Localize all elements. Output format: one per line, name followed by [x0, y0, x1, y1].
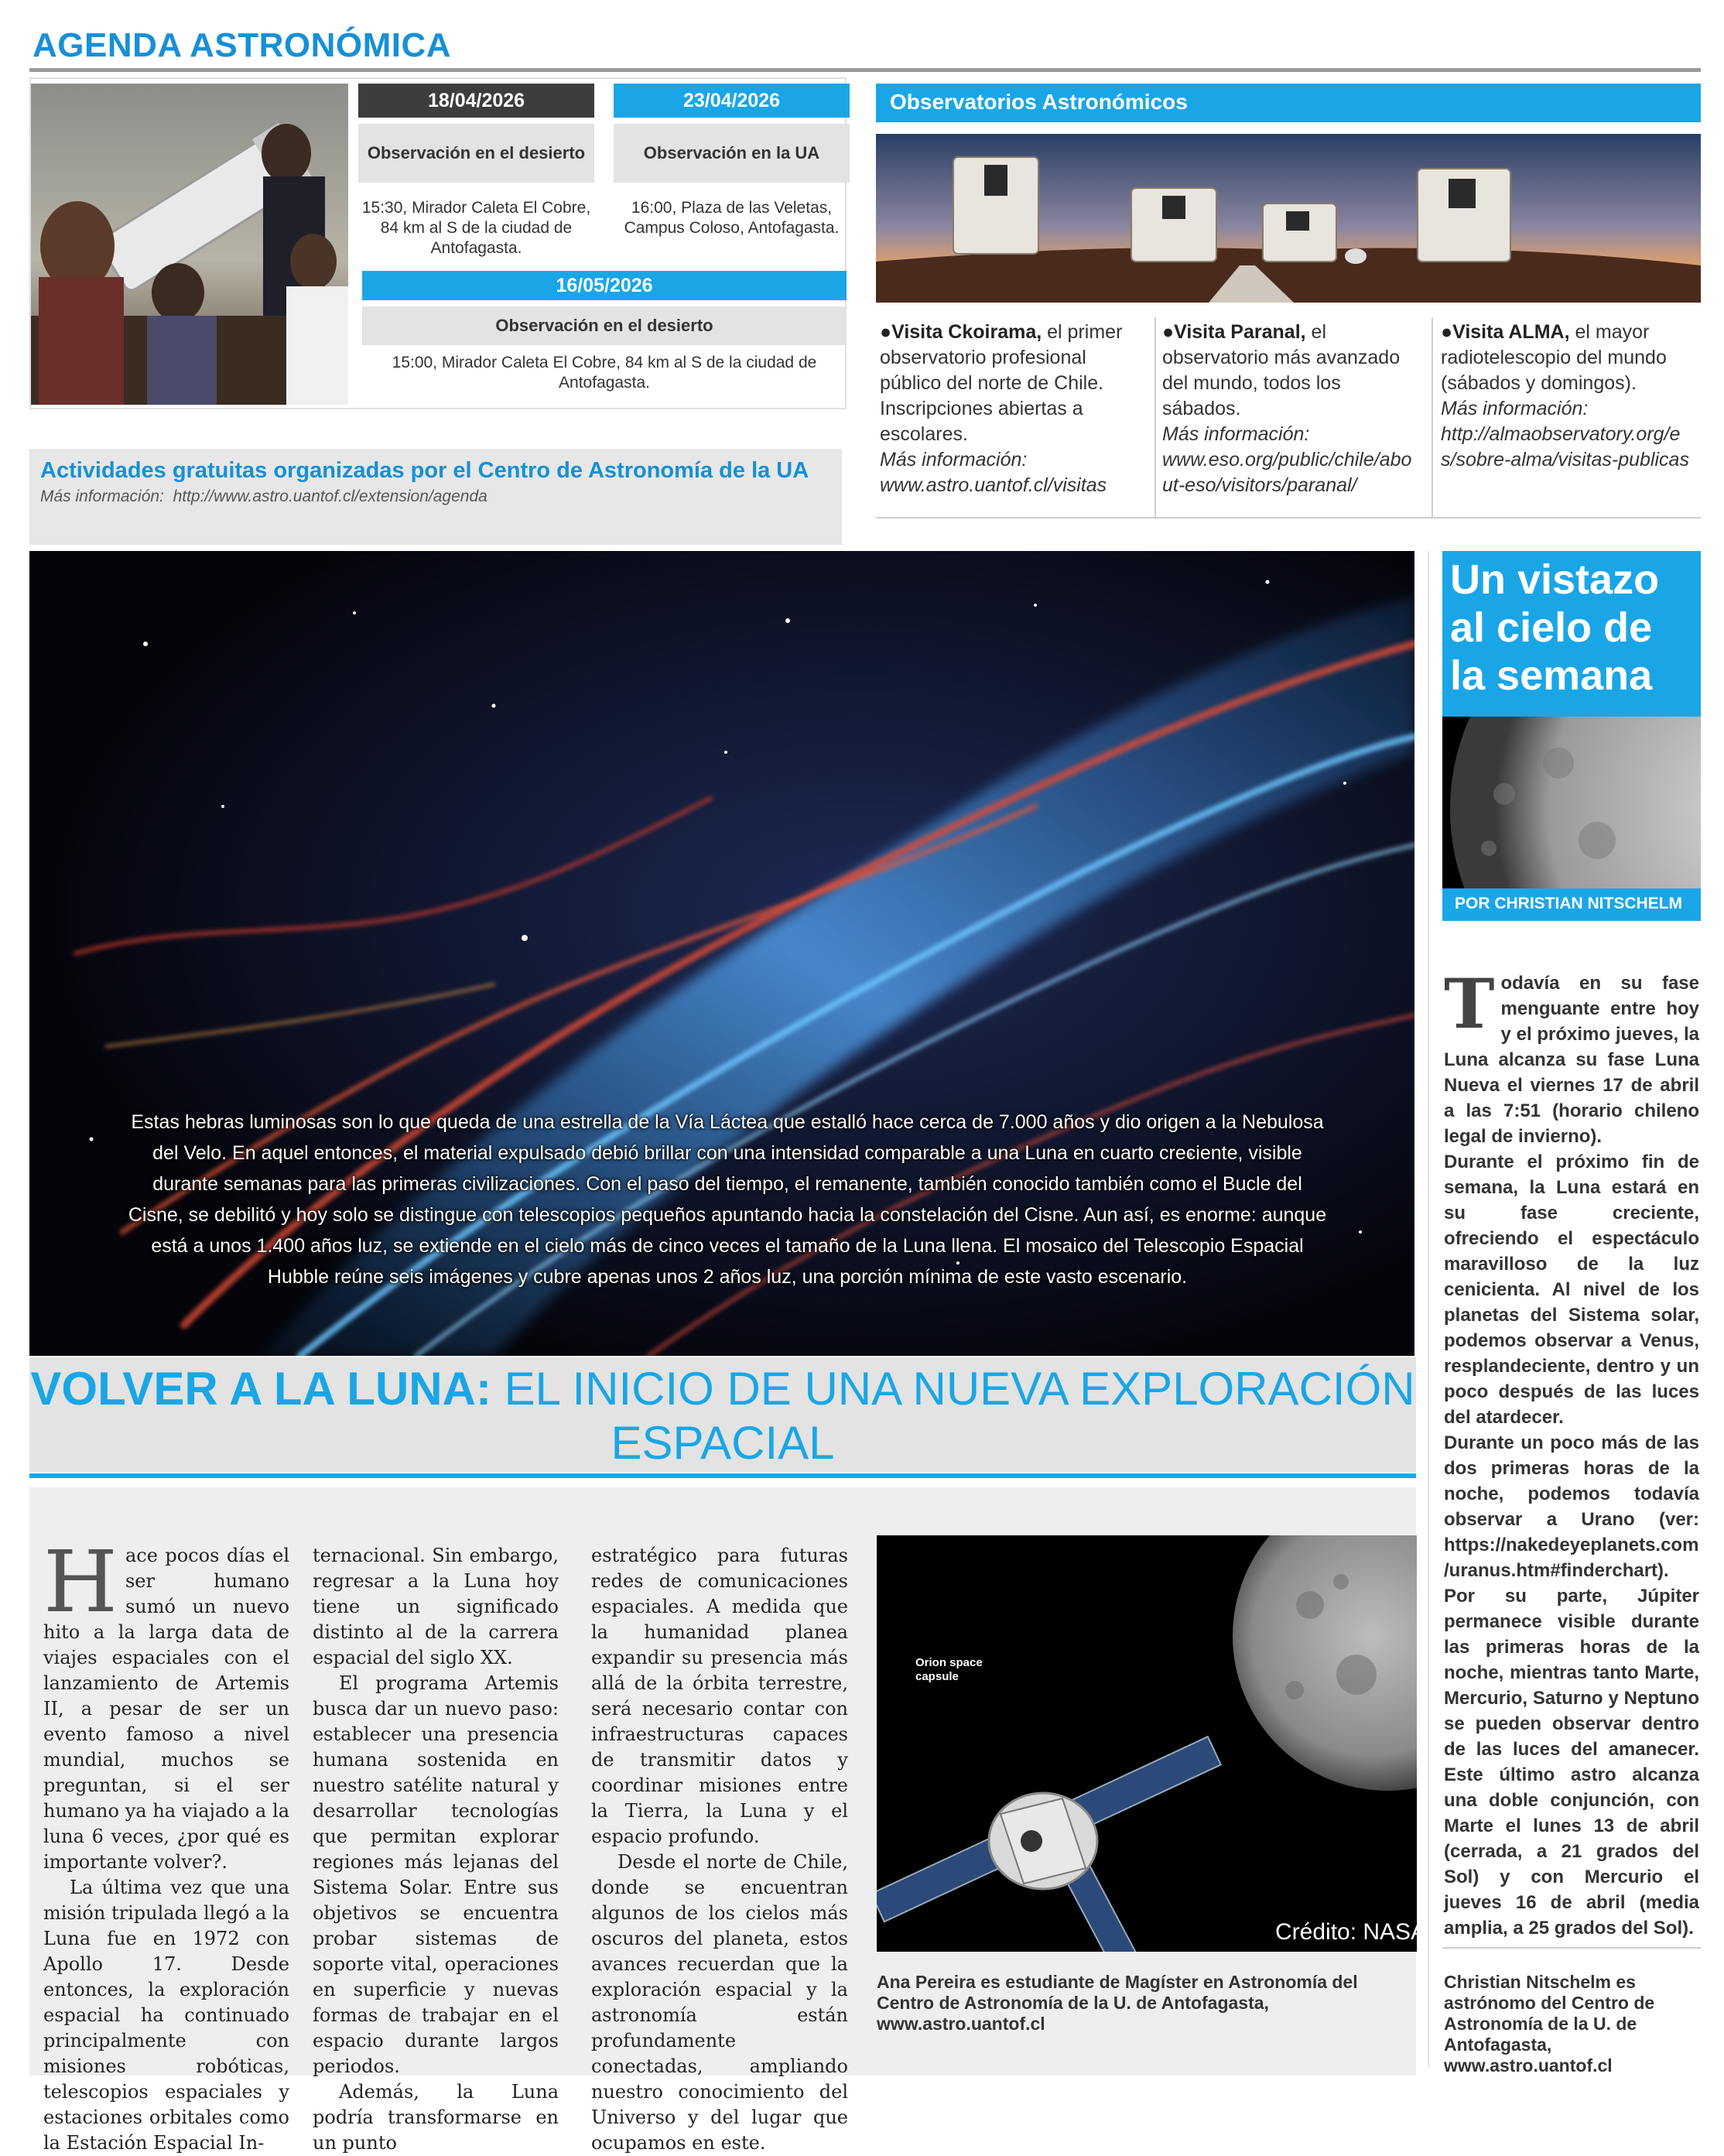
event-title: Observación en el desierto — [358, 124, 594, 183]
observatory-desc: el primer observatorio profesional público del norte de Chile. Inscripciones abiertas a escolares. — [880, 321, 1123, 445]
byline: POR CHRISTIAN NITSCHELM — [1455, 895, 1682, 912]
article-column-2 — [313, 1543, 559, 2156]
author-bio: Christian Nitschelm es astrónomo del Centro de Astronomía de la U. de Antofagasta, — [1444, 1972, 1655, 2055]
observatory-name: Visita Paranal, — [1174, 321, 1306, 343]
author-url[interactable]: www.astro.uantof.cl — [877, 2014, 1045, 2034]
sky-paragraph: Durante un poco más de las dos primeras horas de la noche, podemos todavía observar a Urano (ver: https://nakedeyeplanets.com/uranus.htm#finderchart). Por su parte, Júpiter permanece visible durante las primeras horas de la noche, mientras tanto Marte, Mercurio, Saturno y Neptuno se pueden observar dentro de las luces del amanecer. Este último astro alcanza una doble conjunción, con Marte el lunes 13 de abril (cerrada, a 21 grados del Sol) y con Mercurio el jueves 16 de abril (media amplia, a 25 grados del Sol). — [1444, 1432, 1699, 1939]
headline-rule — [29, 1473, 1416, 1478]
sky-column-title: Un vistazo al cielo de la semana — [1450, 556, 1660, 699]
event-date: 18/04/2026 — [358, 84, 594, 118]
observatory-item: ●Visita Paranal, el observatorio más avanzado del mundo, todos los sábados. Más información: www.eso.org/public/chile/about-eso/visitors/paranal/ — [1162, 321, 1412, 496]
observatory-desc: el mayor radiotelescopio del mundo (sábados y domingos). — [1441, 321, 1667, 394]
capsule-caption — [877, 1972, 1418, 2035]
activities-title: Actividades gratuitas organizadas por el Centro de Astronomía de la UA — [40, 458, 809, 483]
observatories-header: Observatorios Astronómicos — [890, 90, 1188, 114]
observatory-name: Visita ALMA, — [1452, 321, 1570, 343]
article-column-3 — [591, 1543, 848, 2156]
sky-paragraph: Durante el próximo fin de semana, la Luna estará en su fase creciente, ofreciendo el espectáculo maravilloso de la luz cenicienta. Al nivel de los planetas del Sistema solar, podemos observar a Venus, resplandeciente, dentro y un poco después de las luces del atardecer. — [1444, 1152, 1699, 1428]
observatory-photo — [876, 134, 1701, 303]
image-credit: Crédito: NASA — [1275, 1919, 1427, 1945]
observatory-url[interactable]: www.eso.org/public/chile/about-eso/visitors/paranal/ — [1162, 449, 1412, 496]
right-column-divider — [1428, 551, 1429, 2068]
sky-dropcap: T — [1444, 963, 1495, 1044]
observatory-url[interactable]: www.astro.uantof.cl/visitas — [880, 474, 1107, 496]
article-dropcap: H — [43, 1532, 118, 1631]
activities-more — [40, 488, 487, 506]
column-divider — [1154, 317, 1156, 517]
event-date: 23/04/2026 — [614, 84, 850, 118]
event-date: 16/05/2026 — [362, 271, 847, 300]
observatory-name: Visita Ckoirama, — [891, 321, 1042, 343]
observatory-more: Más información: — [1162, 423, 1310, 445]
article-paragraph: ace pocos días el ser humano sumó un nuevo hito a la larga data de viajes espaciales con el lanzamiento de Artemis II, a pesar de ser un evento famoso a nivel mundial, muchos se preguntan, si el ser humano ya ha viajado a la luna 6 veces, ¿por qué es importante volver?. — [43, 1545, 289, 1873]
event-detail: 15:30, Mirador Caleta El Cobre, 84 km al S de la ciudad de Antofagasta. — [361, 199, 591, 257]
column-divider — [1432, 317, 1433, 517]
headline-bold: VOLVER A LA LUNA: — [30, 1363, 491, 1415]
event-detail: 15:00, Mirador Caleta El Cobre, 84 km al S de la ciudad de Antofagasta. — [392, 354, 817, 392]
author-url[interactable]: www.astro.uantof.cl — [1444, 2055, 1613, 2076]
article-paragraph: El programa Artemis busca dar un nuevo paso: establecer una presencia humana sostenida en nuestro satélite natural y desarrollar tecnologías que permitan explorar regiones más lejanas del Sistema Solar. Entre sus objetivos se encuentra probar sistemas de soporte vital, operaciones en superficie y nuevas formas de trabajar en el espacio durante largos periodos. — [313, 1672, 559, 2077]
observatories-bottom-rule — [876, 517, 1701, 518]
article-column-1 — [43, 1532, 289, 2156]
observatory-more: Más información: — [880, 449, 1028, 471]
capsule-label: Orion space capsule — [915, 1656, 983, 1683]
article-paragraph: estratégico para futuras redes de comunicaciones espaciales. A medida que la humanidad planea expandir su presencia más allá de la órbita terrestre, será necesario contar con infraestructuras capaces de transmitir datos y coordinar misiones entre la Tierra, la Luna y el espacio profundo. — [591, 1545, 848, 1847]
event-title: Observación en la UA — [614, 124, 850, 183]
headline-rest: EL INICIO DE UNA NUEVA EXPLORACIÓN ESPACIAL — [491, 1363, 1415, 1469]
observatory-item: ●Visita Ckoirama, el primer observatorio profesional público del norte de Chile. Inscripciones abiertas a escolares. Más información: www.astro.uantof.cl/visitas — [880, 321, 1123, 496]
moon-image — [1442, 717, 1701, 888]
activities-more-label: Más información: — [40, 488, 164, 505]
article-paragraph: ternacional. Sin embargo, regresar a la Luna hoy tiene un significado distinto al de la carrera espacial del siglo XX. — [313, 1545, 559, 1668]
article-paragraph: Desde el norte de Chile, donde se encuentran algunos de los cielos más oscuros del planeta, estos avances recuerdan que la exploración espacial y la astronomía están profundamente conectadas, ampliando nuestro conocimiento del Universo y del lugar que ocupamos en este. — [591, 1851, 848, 2154]
author-bio-box — [1444, 1972, 1699, 2076]
nebula-caption: Estas hebras luminosas son lo que queda de una estrella de la Vía Láctea que estalló hace cerca de 7.000 años y dio origen a la Nebulosa del Velo. En aquel entonces, el material expulsado debió brillar con una intensidad comparable a una Luna en cuarto creciente, visible durante semanas para las primeras civilizaciones. Con el paso del tiempo, el remanente, también conocido también como el Bucle del Cisne, se debilitó y hoy solo se distingue con telescopios pequeños apuntando hacia la constelación del Cisne. Aun así, es enorme: aunque está a unos 1.400 años luz, se extiende en el cielo más de cinco veces el tamaño de la Luna llena. El mosaico del Telescopio Espacial Hubble reúne seis imágenes y cubre apenas unos 2 años luz, una porción mínima de este vasto escenario. — [128, 1111, 1327, 1288]
article-paragraph: Además, la Luna podría transformarse en un punto — [313, 2081, 559, 2154]
article-paragraph: La última vez que una misión tripulada llegó a la Luna fue en 1972 con Apollo 17. Desde entonces, la exploración espacial ha continuado principalmente con misiones robóticas, telescopios espaciales y estaciones orbitales como la Estación Espacial In- — [43, 1877, 289, 2154]
orion-capsule-image — [877, 1535, 1417, 1952]
event-detail: 16:00, Plaza de las Veletas, Campus Coloso, Antofagasta. — [624, 199, 840, 237]
observatory-more: Más información: — [1441, 398, 1589, 419]
header-rule — [29, 68, 1701, 72]
article-headline — [29, 1362, 1416, 1470]
section-title: AGENDA ASTRONÓMICA — [32, 26, 452, 64]
observatory-desc: el observatorio más avanzado del mundo, todos los sábados. — [1162, 321, 1401, 419]
event-title: Observación en el desierto — [362, 306, 847, 345]
author-bio: Ana Pereira es estudiante de Magíster en Astronomía del Centro de Astronomía de la U. de Antofagasta, — [877, 1972, 1358, 2013]
sky-column-rule — [1442, 1947, 1701, 1949]
sky-paragraph: odavía en su fase menguante entre hoy y el próximo jueves, la Luna alcanza su fase Luna Nueva el viernes 17 de abril a las 7:51 (horario chileno legal de invierno). — [1444, 973, 1699, 1147]
observatory-item: ●Visita ALMA, el mayor radiotelescopio del mundo (sábados y domingos). Más información: http://almaobservatory.org/es/sobre-alma/visitas-publicas — [1441, 321, 1689, 471]
sky-column-text — [1444, 963, 1699, 1941]
telescope-photo — [31, 84, 348, 405]
activities-url[interactable]: http://www.astro.uantof.cl/extension/agenda — [173, 488, 487, 505]
observatory-url[interactable]: http://almaobservatory.org/es/sobre-alma/visitas-publicas — [1441, 423, 1689, 471]
